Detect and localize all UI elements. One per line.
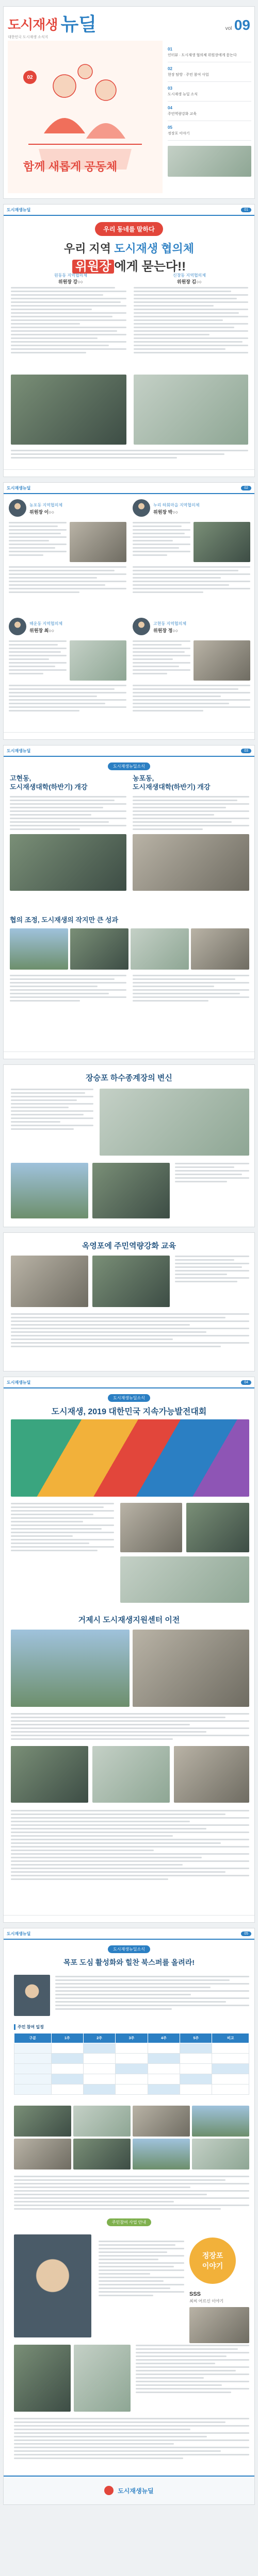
header-brand: 도시재생뉴딜 bbox=[7, 1931, 31, 1936]
hero-caption: 함께 새롭게 공동체 bbox=[23, 160, 118, 173]
header-brand: 도시재생뉴딜 bbox=[7, 207, 31, 212]
interview-footer-text bbox=[11, 450, 248, 459]
toc-label: 정장포 이야기 bbox=[168, 132, 190, 135]
event-title: 목포 도심 활성화와 힐찬 북스퍼를 올려라! bbox=[63, 1958, 195, 1967]
forum-photo-1 bbox=[120, 1503, 182, 1552]
forum-photo-3 bbox=[120, 1556, 249, 1603]
forum-banner bbox=[11, 1419, 249, 1497]
toc-number: 03 bbox=[168, 86, 172, 91]
interview-pill: 우리 동네를 말하다 bbox=[95, 222, 163, 236]
interview-tag: SSS bbox=[189, 2291, 201, 2297]
toc-label: 인터뷰 · 도시재생 협의체 위원장에게 묻는다 bbox=[168, 54, 237, 57]
footer-brand: 도시재생뉴딜 bbox=[118, 2487, 154, 2495]
card-role: 해운동 지역협의체 bbox=[29, 621, 63, 626]
center-photo-4 bbox=[92, 1746, 170, 1803]
toc-number: 04 bbox=[168, 106, 172, 110]
cover-title bbox=[8, 14, 96, 33]
card-photo bbox=[194, 640, 250, 681]
headline-post: 에게 묻는다!! bbox=[114, 260, 186, 274]
toc-item[interactable] bbox=[168, 121, 251, 141]
section-tag: 도시재생뉴딜소식 bbox=[108, 762, 150, 770]
interview-body-a bbox=[11, 287, 126, 353]
person-thumb bbox=[133, 618, 150, 635]
table-row bbox=[14, 2064, 249, 2074]
people-page bbox=[3, 482, 255, 740]
headline-em: 도시재생 협의체 bbox=[114, 242, 195, 255]
schedule-table bbox=[14, 2033, 249, 2095]
headline-role: 위원장 bbox=[72, 260, 115, 274]
issue-label: vol bbox=[225, 26, 232, 31]
village-photo-2 bbox=[74, 2345, 131, 2412]
page-number: 01 bbox=[241, 208, 251, 212]
page-header bbox=[4, 205, 254, 216]
cover-illustration bbox=[8, 41, 163, 193]
edu-photo-1 bbox=[11, 1256, 88, 1307]
page-header bbox=[4, 483, 254, 494]
page-number: 02 bbox=[241, 486, 251, 490]
story-badge bbox=[189, 2238, 236, 2284]
table-caption: 주민 참여 일정 bbox=[14, 2024, 249, 2030]
section-tag: 도시재생뉴딜소식 bbox=[108, 1945, 150, 1953]
header-brand: 도시재생뉴딜 bbox=[7, 1380, 31, 1385]
person-role: 원동동 지역협의체 bbox=[54, 273, 88, 278]
center-photo-5 bbox=[174, 1746, 249, 1803]
person-b-label bbox=[143, 273, 236, 285]
cover-title-sub: 뉴딜 bbox=[60, 13, 97, 35]
edu-title: 옥영포에 주민역량강화 교육 bbox=[82, 1242, 176, 1250]
back-footer bbox=[4, 2476, 254, 2504]
interview-headline bbox=[4, 240, 254, 256]
cover-header bbox=[8, 10, 250, 33]
edu-photo-2 bbox=[92, 1256, 170, 1307]
toc-label: 도시재생 뉴딜 소식 bbox=[168, 93, 198, 96]
page-footer bbox=[4, 732, 254, 739]
person-thumb bbox=[9, 618, 26, 635]
shed-photo-2 bbox=[11, 1163, 88, 1218]
interview-page bbox=[3, 204, 255, 477]
center-photo-3 bbox=[11, 1746, 88, 1803]
interview-headline-2 bbox=[4, 256, 254, 274]
toc-item[interactable] bbox=[168, 101, 251, 121]
issue-number: 09 bbox=[234, 17, 250, 33]
schedule-table-box bbox=[14, 2024, 249, 2095]
card-name: 위원장 박○○ bbox=[153, 510, 179, 515]
people-card bbox=[133, 499, 250, 614]
people-card bbox=[9, 499, 126, 614]
table-row bbox=[14, 2054, 249, 2064]
article-photo bbox=[10, 834, 126, 891]
card-role: 농포동 지역협의체 bbox=[29, 503, 63, 507]
center-photo-1 bbox=[11, 1630, 130, 1707]
card-role: 고현동 지역협의체 bbox=[153, 621, 187, 626]
toc-thumbnail bbox=[168, 146, 251, 177]
interview-body-b bbox=[134, 287, 248, 353]
forum-photo-2 bbox=[186, 1503, 249, 1552]
table-of-contents bbox=[168, 43, 251, 177]
page-header bbox=[4, 1377, 254, 1388]
bottom-tag: 주민참여 사업 안내 bbox=[107, 2218, 151, 2226]
forum-page bbox=[3, 1377, 255, 1923]
card-name: 위원장 이○○ bbox=[29, 510, 55, 515]
card-role: 누리 하회마을 지역협의체 bbox=[153, 503, 200, 507]
person-a-photo bbox=[11, 375, 126, 445]
card-photo bbox=[70, 522, 126, 562]
interview-caption: 최씨 어르신 이야기 bbox=[189, 2299, 224, 2303]
page-number: 04 bbox=[241, 1380, 251, 1385]
toc-number: 05 bbox=[168, 125, 172, 130]
story-badge-line: 이야기 bbox=[202, 2262, 223, 2270]
card-photo bbox=[194, 522, 250, 562]
article-title: 농포동, 도시재생대학(하반기) 개강 bbox=[133, 774, 211, 791]
section-tag: 도시재생뉴딜소식 bbox=[108, 1394, 150, 1402]
photo-strip bbox=[10, 928, 249, 970]
news-page bbox=[3, 745, 255, 1059]
header-brand: 도시재생뉴딜 bbox=[7, 485, 31, 490]
toc-label: 주민역량강화 교육 bbox=[168, 112, 197, 116]
toc-label: 현장 탐방 · 주민 참여 사업 bbox=[168, 73, 209, 77]
news-left bbox=[10, 774, 126, 891]
toc-number: 02 bbox=[168, 66, 172, 71]
table-header-row: 구분 1주 2주 3주 4주 5주 비고 bbox=[14, 2033, 249, 2043]
story-badge-line: 정장포 bbox=[202, 2251, 223, 2260]
event-page bbox=[3, 1928, 255, 2505]
shed-title: 장승포 하수종계장의 변신 bbox=[86, 1074, 172, 1082]
interview-heading bbox=[4, 222, 254, 274]
card-name: 위원장 정○○ bbox=[153, 628, 179, 633]
page-footer bbox=[4, 469, 254, 477]
table-row bbox=[14, 2043, 249, 2054]
person-thumb bbox=[9, 499, 26, 517]
article-title: 고현동, 도시재생대학(하반기) 개강 bbox=[10, 774, 88, 791]
house-photo bbox=[189, 2307, 249, 2343]
person-role: 신창동 지역협의체 bbox=[172, 273, 206, 278]
card-photo bbox=[70, 640, 126, 681]
elder-photo bbox=[14, 2234, 91, 2337]
speaker-photo bbox=[14, 1975, 50, 2016]
table-row bbox=[14, 2084, 249, 2095]
shed-page bbox=[3, 1064, 255, 1227]
cover-title-main: 도시재생 bbox=[8, 17, 58, 32]
news-right bbox=[133, 774, 249, 891]
people-card bbox=[9, 618, 126, 732]
card-name: 위원장 최○○ bbox=[29, 628, 55, 633]
header-brand: 도시재생뉴딜 bbox=[7, 748, 31, 753]
page-number: 05 bbox=[241, 1931, 251, 1936]
page-footer bbox=[4, 1052, 254, 1059]
cover-badge: 02 bbox=[23, 71, 37, 84]
person-b-photo bbox=[134, 375, 248, 445]
logo-icon bbox=[104, 2486, 114, 2495]
toc-item[interactable] bbox=[168, 43, 251, 62]
center-photo-2 bbox=[133, 1630, 249, 1707]
page-footer bbox=[4, 1915, 254, 1922]
news-wide bbox=[10, 914, 249, 1002]
page-number: 03 bbox=[241, 749, 251, 753]
shed-photo-main bbox=[100, 1089, 249, 1156]
table-row bbox=[14, 2074, 249, 2084]
people-card bbox=[133, 618, 250, 732]
headline-pre: 우리 지역 bbox=[63, 242, 115, 255]
toc-item[interactable] bbox=[168, 62, 251, 82]
page-header bbox=[4, 1928, 254, 1940]
page-header bbox=[4, 745, 254, 757]
article-photo bbox=[133, 834, 249, 891]
village-photo-1 bbox=[14, 2345, 71, 2412]
person-name: 위원장 강○○ bbox=[58, 279, 84, 284]
person-thumb bbox=[133, 499, 150, 517]
edu-page bbox=[3, 1232, 255, 1371]
toc-item[interactable] bbox=[168, 82, 251, 101]
cover-page bbox=[3, 6, 255, 199]
person-name: 위원장 김○○ bbox=[176, 279, 202, 284]
event-photo-grid bbox=[14, 2106, 249, 2170]
interview-box bbox=[189, 2291, 249, 2343]
person-a-label bbox=[24, 273, 117, 285]
shed-photo-3 bbox=[92, 1163, 170, 1218]
forum-title: 도시재생, 2019 대한민국 지속가능발전대회 bbox=[51, 1408, 207, 1416]
issue-box bbox=[225, 17, 250, 33]
cover-tagline: 대한민국 도시재생 소식지 bbox=[8, 36, 49, 39]
forum-subtitle: 거제시 도시재생지원센터 이전 bbox=[78, 1616, 180, 1624]
toc-number: 01 bbox=[168, 47, 172, 52]
wide-title: 협의 조정, 도시재생의 작지만 큰 성과 bbox=[10, 916, 119, 924]
